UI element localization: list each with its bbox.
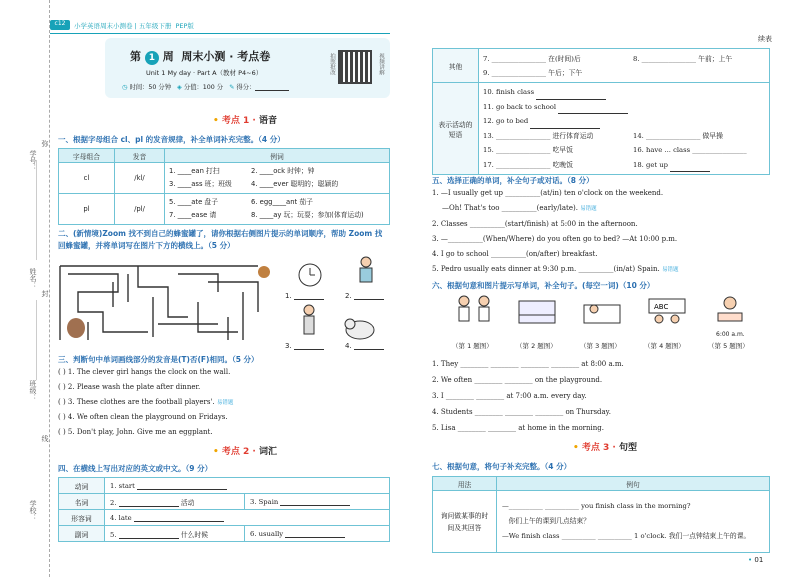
svg-text:ABC: ABC [654, 303, 669, 311]
q6-item-1: 1. They ________ ________ ________ ________ at 8:00 a.m. [432, 360, 624, 368]
qr-code[interactable] [338, 50, 372, 84]
cat-picture [342, 312, 378, 342]
q3-title: 三、判断句中单词画线部分的发音是(T)否(F)相同。（5 分） [58, 355, 259, 364]
q2-blank-1[interactable]: 1. [285, 292, 324, 300]
zone3-heading: • 考点 3 · 句型 [572, 443, 637, 453]
series-name: 小学英语周末小测卷 | 五年级下册 PEP版 [74, 22, 194, 30]
zone1-heading: • 考点 1 · 语音 [212, 116, 277, 126]
school-label: 学校： [29, 500, 37, 521]
seal-char-3: 线 [41, 435, 49, 442]
q6-item-4: 4. Students ________ ________ ________ on Thursday. [432, 408, 611, 416]
clever-girl-picture [355, 256, 377, 290]
q3-item-1: ( ) 1. The clever girl hangs the clock on the wall. [58, 368, 231, 376]
q6-title: 六、根据句意和图片提示写单词，补全句子。(每空一词)（10 分） [432, 281, 655, 290]
q6-picture-2 [515, 295, 559, 331]
vocab-table-continued: 其他 7. ________________ 在(时间)后 8. ________________ 午前；上午 9. ________________ 午后；下午 表示活动的短语 10. finish class 11. go back to school 12. go to bed 13. ________________ 进行体育运动 14. ________________ 做早操 15. ________________ 吃早饭 16. have ... class ________________ 17. ________________ 吃晚饭 18. get up [432, 48, 770, 175]
q5-item-4: 4. I go to school __________(on/after) breakfast. [432, 250, 598, 258]
q3-item-3: ( ) 3. These clothes are the football players'. 易错题 [58, 398, 234, 406]
q5-item-1b: —Oh! That's too __________(early/late). 易错题 [442, 204, 597, 212]
seal-char-2: 封 [41, 290, 49, 297]
page-number: • 01 [748, 556, 764, 564]
class-label: 班级： [29, 380, 37, 401]
q5-item-5: 5. Pedro usually eats dinner at 9:30 p.m. __________(in/at) Spain. 易错题 [432, 265, 679, 273]
clock-picture [295, 260, 325, 288]
qr-right-label: 视频讲解 [378, 53, 384, 75]
q6-item-3: 3. I ________ ________ at 7:00 a.m. every day. [432, 392, 587, 400]
seal-char-1: 弥 [41, 140, 49, 147]
q6-picture-5 [710, 293, 750, 327]
bear-icon [67, 318, 85, 338]
q5-item-2: 2. Classes __________(start/finish) at 5:00 in the afternoon. [432, 220, 638, 228]
q3-item-2: ( ) 2. Please wash the plate after dinner. [58, 383, 201, 391]
series-logo: c12 [50, 20, 70, 30]
student-no-label: 学号： [29, 150, 37, 171]
q3-item-5: ( ) 5. Don't play, John. Give me an eggplant. [58, 428, 213, 436]
q2-blank-4[interactable]: 4. [345, 342, 384, 350]
meta-line: ◷ 时间：50 分钟 ◈ 分值：100 分 ✎ 得分： [122, 82, 289, 91]
week-badge: 1 [145, 51, 159, 65]
name-label: 姓名： [29, 268, 37, 289]
q2-blank-2[interactable]: 2. [345, 292, 384, 300]
q6-picture-1 [452, 293, 496, 331]
q6-picture-3 [580, 295, 624, 331]
title-week: 第 1 周 周末小测 · 考点卷 [130, 50, 271, 63]
continued-label: 续表 [758, 35, 772, 43]
q1-table: 字母组合 发音 例词 cl /kl/ 1. ____ean 打扫 2. ____ock 时钟；钟 3. ____ass 班；班级 4. ____ever 聪明的；聪颖的 pl /pl/ 5. ____ate 盘子 6. egg____ant 茄子 7. ____ease 请 8. ____ay 玩；玩耍；参加(体育运动) [58, 148, 390, 225]
unit-label: Unit 1 My day · Part A（教材 P4~6） [146, 69, 263, 77]
page-title: 周末小测 · 考点卷 [181, 50, 271, 63]
q5-item-1: 1. —I usually get up __________(at/in) ten o'clock on the weekend. [432, 189, 664, 197]
q7-title: 七、根据句意，将句子补充完整。（4 分） [432, 462, 572, 471]
q6-picture-4 [645, 295, 689, 331]
qr-left-label: 拍照批改 [329, 53, 335, 75]
q1-title: 一、根据字母组合 cl、pl 的发音规律，补全单词补充完整。（4 分） [58, 135, 285, 144]
q6-clock-label: 6:00 a.m. [716, 331, 745, 338]
boy-picture [297, 304, 321, 340]
zone2-heading: • 考点 2 · 词汇 [212, 447, 277, 457]
maze-image [58, 262, 278, 342]
q5-item-3: 3. —__________(When/Where) do you often go to bed? —At 10:00 p.m. [432, 235, 678, 243]
q7-table: 用法 例句 询问做某事的时间及其回答 —__________ __________ you finish class in the morning? 你们上午的课到几点结束？ —We finish class __________ __________ 1 o'clock. 我们一点钟结束上午的课。 [432, 476, 770, 553]
q3-item-4: ( ) 4. We often clean the playground on Fridays. [58, 413, 228, 421]
q6-item-2: 2. We often ________ ________ on the playground. [432, 376, 603, 384]
binding-margin [0, 0, 50, 577]
q5-title: 五、选择正确的单词，补全句子或对话。（8 分） [432, 176, 594, 185]
q2-blank-3[interactable]: 3. [285, 342, 324, 350]
q6-captions: （第 1 题图） （第 2 题图） （第 3 题图） （第 4 题图） （第 5 题图） [452, 342, 749, 350]
q6-item-5: 5. Lisa ________ ________ at home in the morning. [432, 424, 604, 432]
q4-table: 动词 1. start 名词 2. 活动 3. Spain 形容词 4. late 副词 5. 什么时候 6. usually [58, 477, 390, 542]
q2-title: 二、(新情境)Zoom 找不到自己的蜂蜜罐了，请你根据右侧图片提示的单词顺序，帮助 Zoom 找 回蜂蜜罐，并将单词写在图片下方的横线上。（5 分） [58, 229, 383, 250]
honey-pot-icon [258, 266, 270, 278]
q4-title: 四、在横线上写出对应的英文或中文。（9 分） [58, 464, 213, 473]
